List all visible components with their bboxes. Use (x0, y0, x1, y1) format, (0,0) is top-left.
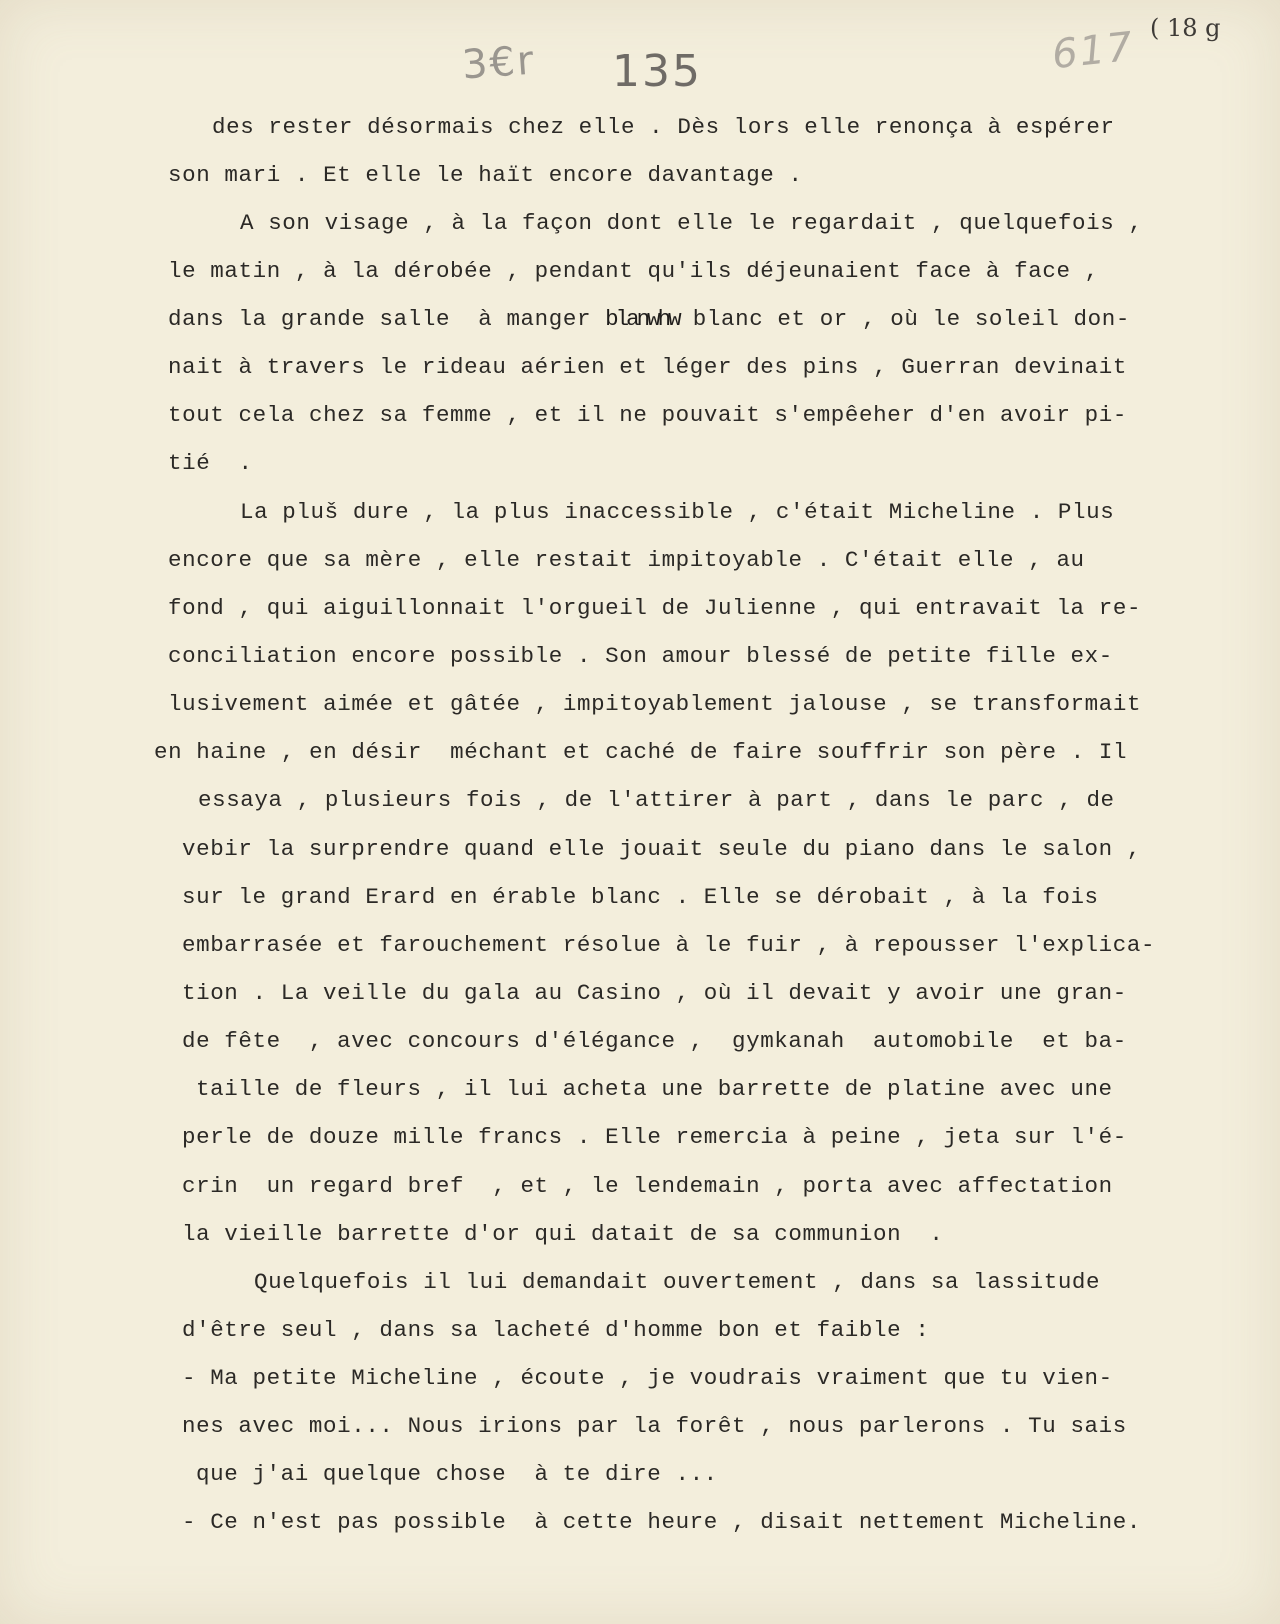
typed-page-reference: ( 18 g (1150, 14, 1221, 42)
text-line: lusivement aimée et gâtée , impitoyablement jalouse , se transformait (168, 691, 1142, 717)
text-line: nait à travers le rideau aérien et léger des pins , Guerran devinait (168, 354, 1127, 380)
text-line: perle de douze mille francs . Elle remercia à peine , jeta sur l'é- (182, 1124, 1127, 1150)
text-line: fond , qui aiguillonnait l'orgueil de Julienne , qui entravait la re- (168, 595, 1142, 621)
text-segment: blanc et or , où le soleil don- (678, 306, 1130, 332)
text-line: tout cela chez sa femme , et il ne pouvait s'empêeher d'en avoir pi- (168, 402, 1127, 428)
text-line: d'être seul , dans sa lacheté d'homme bon et faible : (182, 1317, 930, 1343)
text-line: la vieille barrette d'or qui datait de sa communion . (182, 1221, 944, 1247)
pencil-folio-number: 617 (1049, 23, 1137, 79)
text-line: encore que sa mère , elle restait impitoyable . C'était elle , au (168, 547, 1085, 573)
text-line: La pluš dure , la plus inaccessible , c'était Micheline . Plus (240, 499, 1115, 525)
pencil-page-number: 135 (612, 46, 702, 97)
struck-out-word: blanwhw (605, 306, 679, 332)
text-line: tion . La veille du gala au Casino , où il devait y avoir une gran- (182, 980, 1127, 1006)
text-line: de fête , avec concours d'élégance , gymkanah automobile et ba- (182, 1028, 1127, 1054)
text-segment: dans la grande salle à manger (168, 306, 606, 332)
text-line: Quelquefois il lui demandait ouvertement , dans sa lassitude (254, 1269, 1101, 1295)
text-line-with-correction (168, 308, 1130, 331)
pencil-mark-left: 3€r (460, 37, 537, 89)
text-line: - Ce n'est pas possible à cette heure , disait nettement Micheline. (182, 1509, 1141, 1535)
text-line: embarrasée et farouchement résolue à le fuir , à repousser l'explica- (182, 932, 1156, 958)
text-line: A son visage , à la façon dont elle le regardait , quelquefois , (240, 210, 1143, 236)
text-line: le matin , à la dérobée , pendant qu'ils déjeunaient face à face , (168, 258, 1099, 284)
text-line: - Ma petite Micheline , écoute , je voudrais vraiment que tu vien- (182, 1365, 1113, 1391)
text-line: sur le grand Erard en érable blanc . Elle se dérobait , à la fois (182, 884, 1099, 910)
text-line: crin un regard bref , et , le lendemain , porta avec affectation (182, 1173, 1113, 1199)
text-line: tié . (168, 450, 253, 476)
text-line: en haine , en désir méchant et caché de faire souffrir son père . Il (154, 739, 1128, 765)
text-line: conciliation encore possible . Son amour blessé de petite fille ex- (168, 643, 1113, 669)
text-line: des rester désormais chez elle . Dès lors elle renonça à espérer (212, 114, 1115, 140)
text-line: taille de fleurs , il lui acheta une barrette de platine avec une (196, 1076, 1113, 1102)
text-line: que j'ai quelque chose à te dire ... (196, 1461, 718, 1487)
text-line: essaya , plusieurs fois , de l'attirer à part , dans le parc , de (198, 787, 1115, 813)
text-line: vebir la surprendre quand elle jouait seule du piano dans le salon , (182, 836, 1141, 862)
text-line: nes avec moi... Nous irions par la forêt , nous parlerons . Tu sais (182, 1413, 1127, 1439)
text-line: son mari . Et elle le haït encore davantage . (168, 162, 803, 188)
